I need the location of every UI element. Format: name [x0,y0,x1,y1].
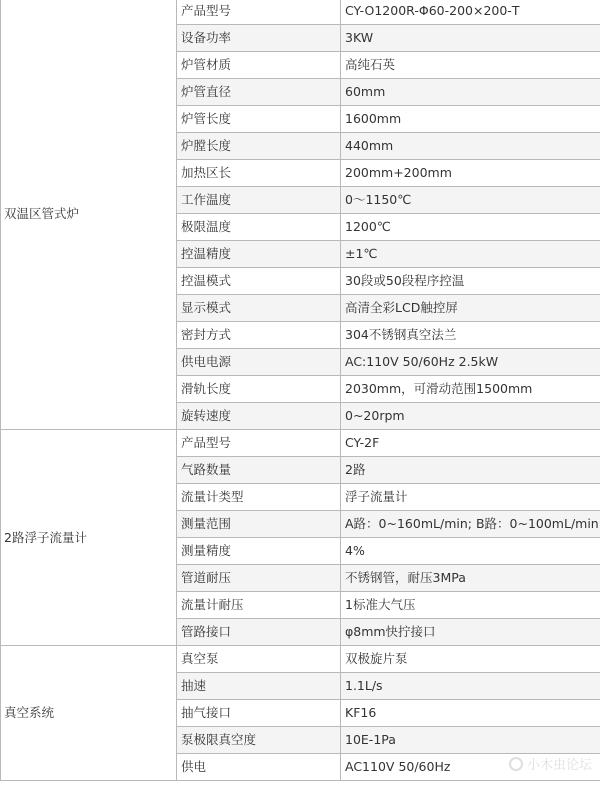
param-name-cell: 旋转速度 [177,403,341,430]
param-value-cell: 2路 [341,457,600,484]
param-value-cell: 30段或50段程序控温 [341,268,600,295]
param-name-cell: 产品型号 [177,0,341,25]
param-name-cell: 显示模式 [177,295,341,322]
param-value-cell: 浮子流量计 [341,484,600,511]
param-name-cell: 工作温度 [177,187,341,214]
param-value-cell: 不锈钢管，耐压3MPa [341,565,600,592]
param-value-cell: 3KW [341,25,600,52]
param-value-cell: 高纯石英 [341,52,600,79]
param-value-cell: AC:110V 50/60Hz 2.5kW [341,349,600,376]
table-row [1,0,600,25]
param-name-cell: 管路接口 [177,619,341,646]
param-name-cell: 炉管材质 [177,52,341,79]
param-name-cell: 控温模式 [177,268,341,295]
param-name-cell: 供电电源 [177,349,341,376]
param-value-cell: KF16 [341,700,600,727]
param-value-cell: φ8mm快拧接口 [341,619,600,646]
param-name-cell: 流量计耐压 [177,592,341,619]
param-value-cell: 10E-1Pa [341,727,600,754]
param-value-cell: A路：0~160mL/min; B路：0~100mL/min [341,511,600,538]
param-value-cell: 60mm [341,79,600,106]
param-name-cell: 气路数量 [177,457,341,484]
param-value-cell: 0～1150℃ [341,187,600,214]
param-value-cell: 1.1L/s [341,673,600,700]
param-name-cell: 产品型号 [177,430,341,457]
param-value-cell: 1600mm [341,106,600,133]
group-label: 双温区管式炉 [1,0,177,430]
param-name-cell: 测量精度 [177,538,341,565]
param-name-cell: 密封方式 [177,322,341,349]
param-name-cell: 炉膛长度 [177,133,341,160]
param-value-cell: 双极旋片泵 [341,646,600,673]
watermark-text: 小木虫论坛 [526,758,592,773]
param-value-cell: AC110V 50/60Hz [341,754,600,781]
param-value-cell: 1标准大气压 [341,592,600,619]
table-row [1,646,600,673]
param-name-cell: 加热区长 [177,160,341,187]
param-name-cell: 控温精度 [177,241,341,268]
param-name-cell: 流量计类型 [177,484,341,511]
watermark [509,754,592,773]
param-value-cell: 304不锈钢真空法兰 [341,322,600,349]
group-label: 2路浮子流量计 [1,430,177,646]
param-value-cell: ±1℃ [341,241,600,268]
param-value-cell: CY-O1200R-Φ60-200×200-T [341,0,600,25]
param-name-cell: 供电 [177,754,341,781]
param-value-cell: 0~20rpm [341,403,600,430]
param-name-cell: 抽气接口 [177,700,341,727]
table-row [1,430,600,457]
param-name-cell: 抽速 [177,673,341,700]
param-value-cell: 200mm+200mm [341,160,600,187]
param-value-cell: 440mm [341,133,600,160]
spec-table-body [1,0,600,781]
param-name-cell: 测量范围 [177,511,341,538]
param-value-cell: 2030mm，可滑动范围1500mm [341,376,600,403]
forum-logo-icon [509,757,523,771]
param-name-cell: 真空泵 [177,646,341,673]
param-value-cell: 高清全彩LCD触控屏 [341,295,600,322]
param-name-cell: 泵极限真空度 [177,727,341,754]
group-label: 真空系统 [1,646,177,781]
param-value-cell: 1200℃ [341,214,600,241]
param-value-cell: 4% [341,538,600,565]
param-name-cell: 炉管长度 [177,106,341,133]
param-name-cell: 炉管直径 [177,79,341,106]
param-name-cell: 设备功率 [177,25,341,52]
param-name-cell: 管道耐压 [177,565,341,592]
param-name-cell: 极限温度 [177,214,341,241]
param-name-cell: 滑轨长度 [177,376,341,403]
param-value-cell: CY-2F [341,430,600,457]
